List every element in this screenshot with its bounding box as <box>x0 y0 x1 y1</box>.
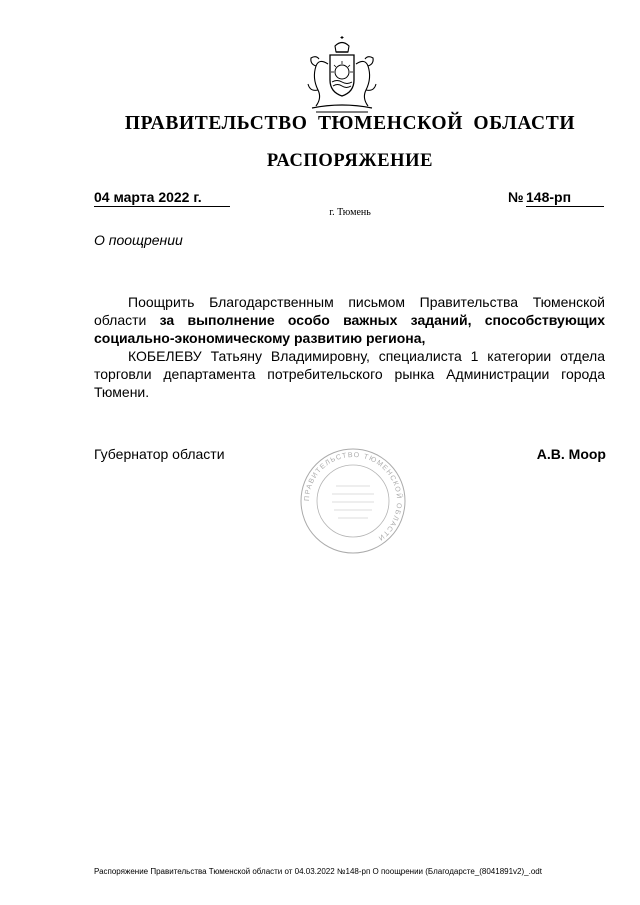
paragraph-2-text: КОБЕЛЕВУ Татьяну Владимировну, специалиста 1 категории отдела торговли департамента потребительского рынка Администрации города Тюмени. <box>94 348 605 400</box>
body-paragraph-2 <box>94 347 605 401</box>
signatory-title: Губернатор области <box>94 446 225 462</box>
city: г. Тюмень <box>329 207 371 218</box>
tyumen-coat-of-arms-icon <box>302 36 382 116</box>
body-paragraph-1 <box>94 293 605 347</box>
paragraph-1-bold: за выполнение особо важных заданий, способствующих социально-экономическому развитию региона, <box>94 312 605 346</box>
organization-title: ПРАВИТЕЛЬСТВО ТЮМЕНСКОЙ ОБЛАСТИ <box>124 113 576 134</box>
number-sign: № <box>508 189 524 205</box>
paragraph-1-text: Поощрить Благодарственным письмом Правительства Тюменской области <box>94 294 605 328</box>
document-type: РАСПОРЯЖЕНИЕ <box>266 151 434 171</box>
signatory-name: А.В. Моор <box>536 446 606 462</box>
document-date: 04 марта 2022 г. <box>94 189 230 207</box>
seal-text: ПРАВИТЕЛЬСТВО ТЮМЕНСКОЙ ОБЛАСТИ <box>303 451 403 542</box>
document-footer: Распоряжение Правительства Тюменской области от 04.03.2022 №148-рп О поощрении (Благодарсте_(8041891v2)_.odt <box>94 867 542 876</box>
document-subject: О поощрении <box>94 232 183 248</box>
official-seal-icon <box>298 446 408 556</box>
document-number: 148-рп <box>526 189 604 207</box>
